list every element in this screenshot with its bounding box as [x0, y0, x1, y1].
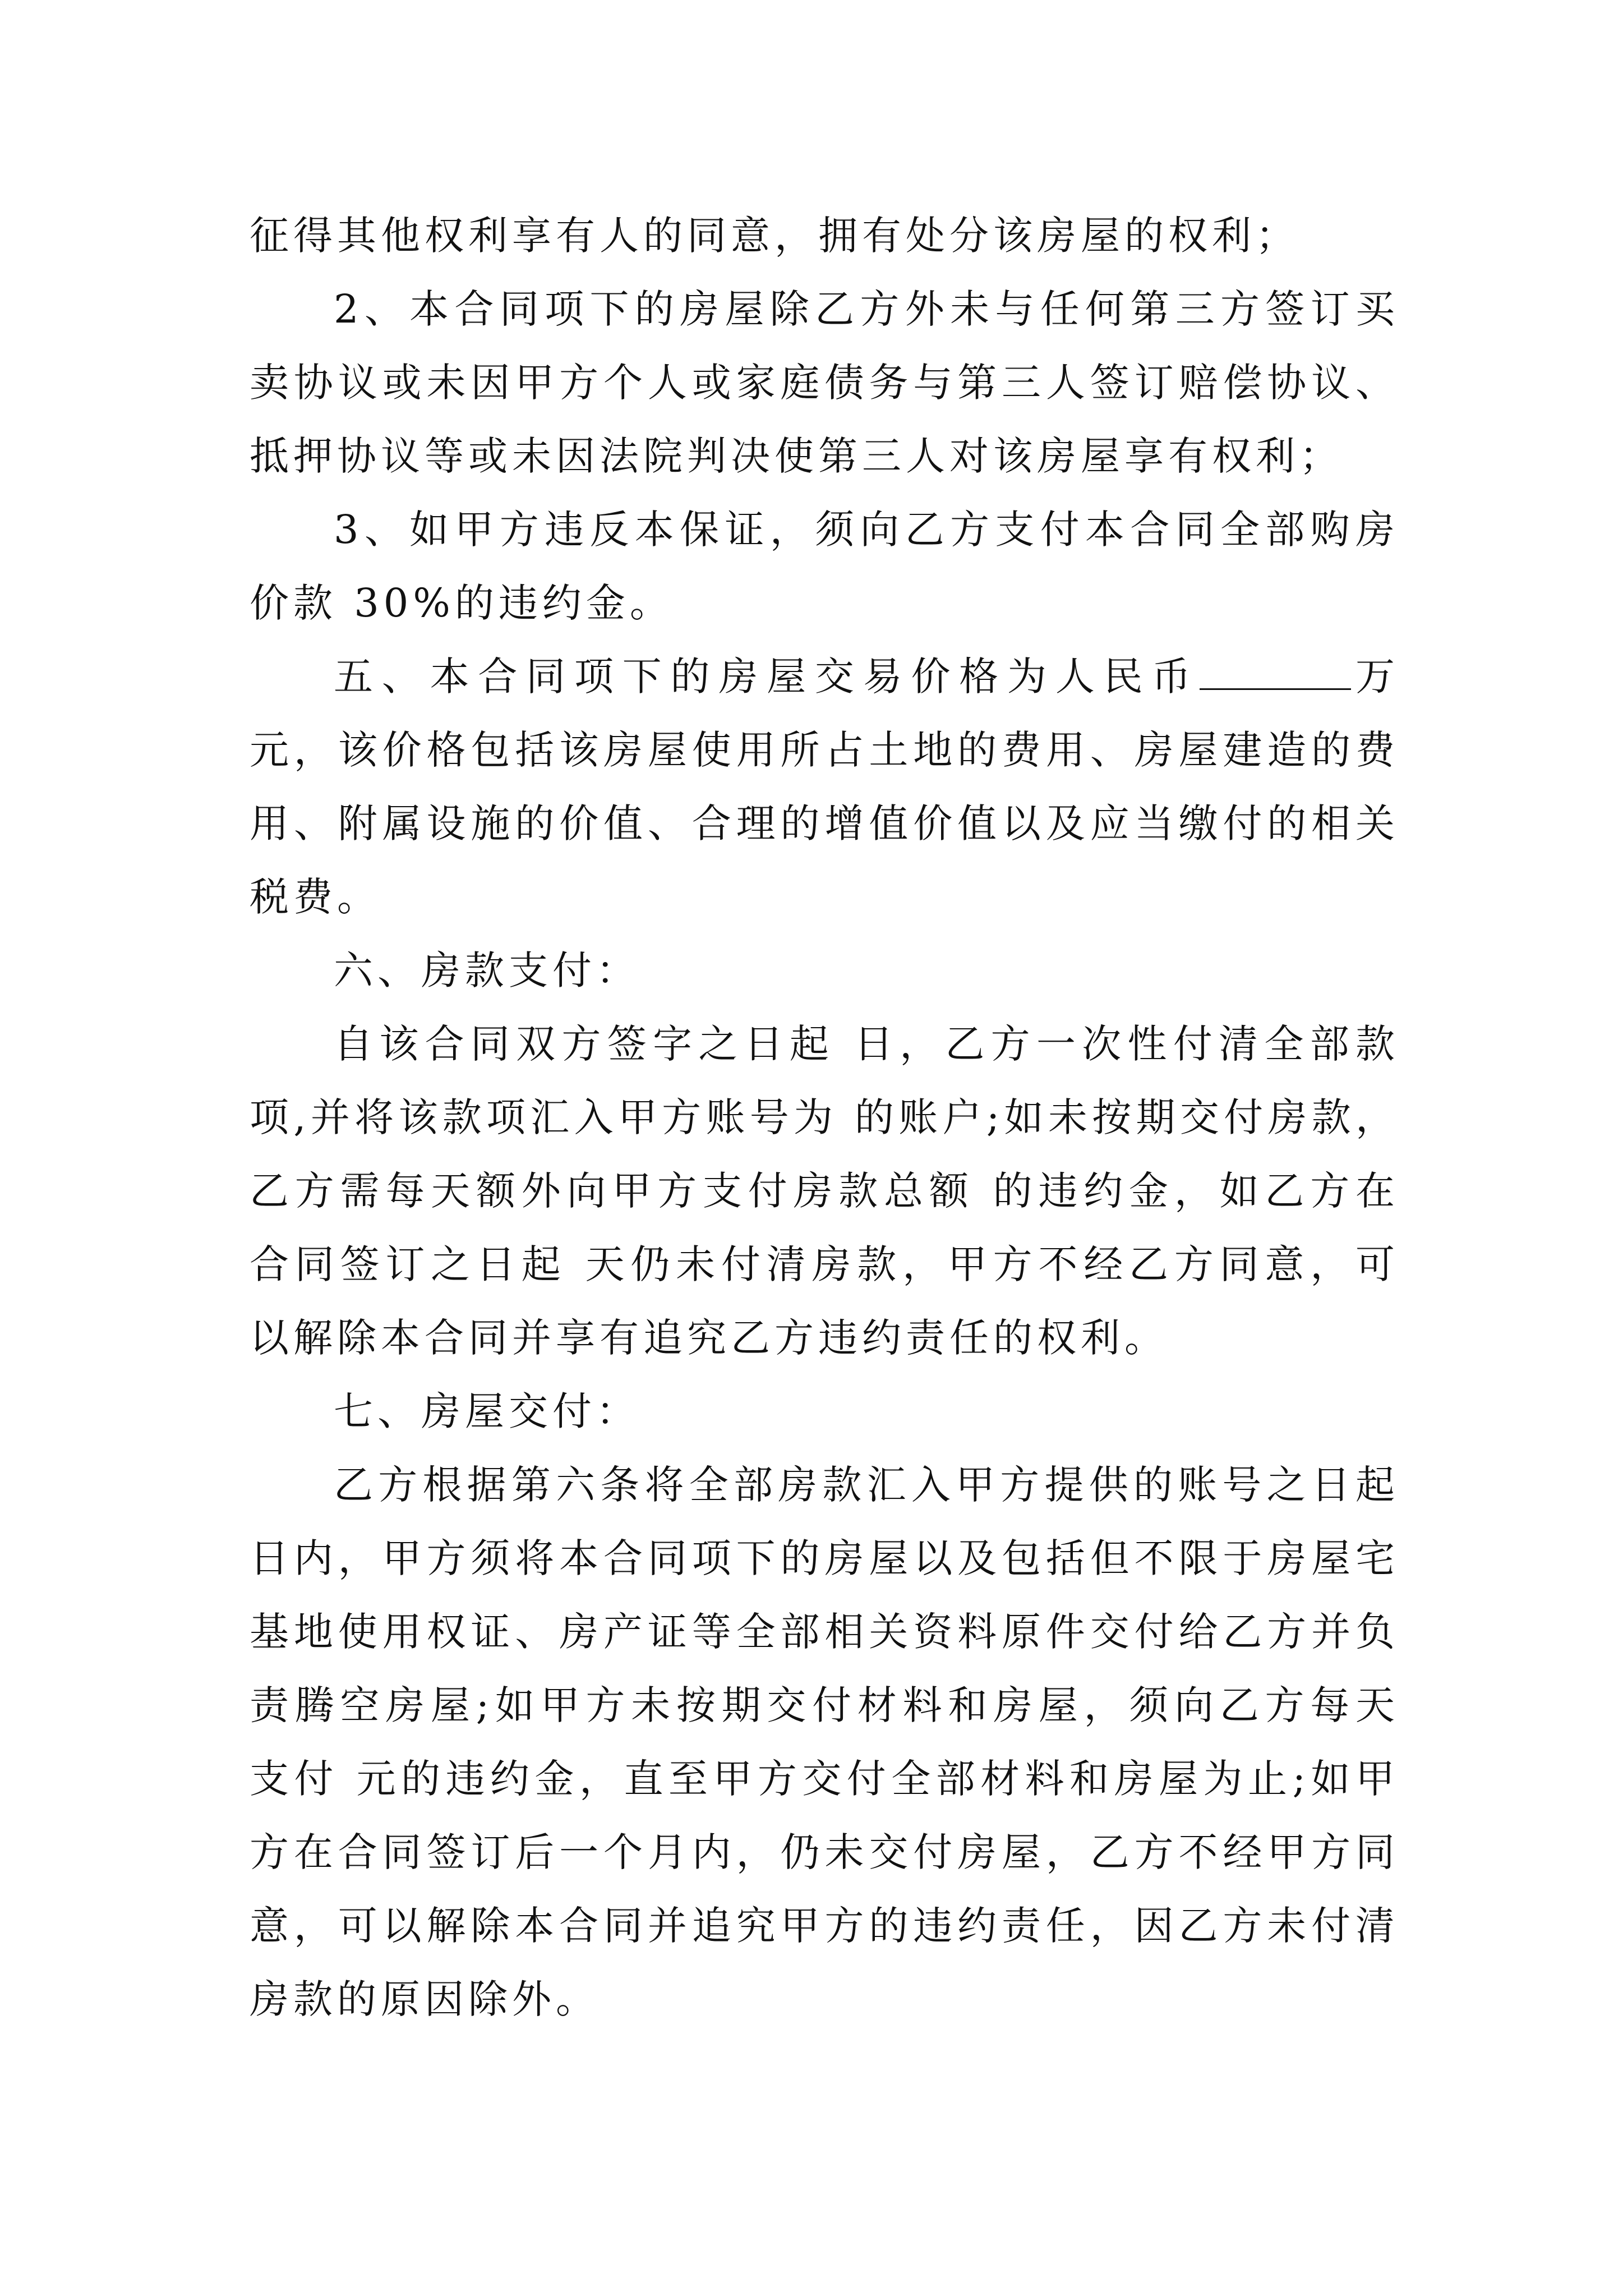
paragraph-price-clause: [250, 640, 1399, 934]
paragraph-delivery: 乙方根据第六条将全部房款汇入甲方提供的账号之日起 日内，甲方须将本合同项下的房屋以及包括但不限于房屋宅基地使用权证、房产证等全部相关资料原件交付给乙方并负责腾空房屋;如甲方未按期交付材料和房屋，须向乙方每天支付 元的违约金，直至甲方交付全部材料和房屋为止;如甲方在合同签订后一个月内，仍未交付房屋，乙方不经甲方同意，可以解除本合同并追究甲方的违约责任，因乙方未付清房款的原因除外。: [250, 1462, 1399, 2022]
paragraph-clause-3: 3、如甲方违反本保证，须向乙方支付本合同全部购房价款 30%的违约金。: [250, 507, 1399, 626]
contract-body: [250, 199, 1399, 2036]
paragraph-payment: 自该合同双方签字之日起 日，乙方一次性付清全部款项,并将该款项汇入甲方账号为 的账户;如未按期交付房款，乙方需每天额外向甲方支付房款总额 的违约金，如乙方在合同签订之日起 天仍未付清房款，甲方不经乙方同意，可以解除本合同并享有追究乙方违约责任的权利。: [250, 1021, 1399, 1361]
price-blank-line: [1200, 655, 1351, 690]
heading-delivery: 七、房屋交付：: [334, 1388, 640, 1434]
price-clause-text-before: 五、本合同项下的房屋交易价格为人民币: [334, 654, 1200, 700]
paragraph-clause-2: 2、本合同项下的房屋除乙方外未与任何第三方签订买卖协议或未因甲方个人或家庭债务与第三人签订赔偿协议、抵押协议等或未因法院判决使第三人对该房屋享有权利；: [250, 286, 1399, 479]
paragraph-continuation: 征得其他权利享有人的同意，拥有处分该房屋的权利；: [250, 213, 1299, 259]
heading-payment: 六、房款支付：: [334, 947, 640, 993]
price-clause-text-after: 万元，该价格包括该房屋使用所占土地的费用、房屋建造的费用、附属设施的价值、合理的增值价值以及应当缴付的相关税费。: [250, 654, 1400, 920]
